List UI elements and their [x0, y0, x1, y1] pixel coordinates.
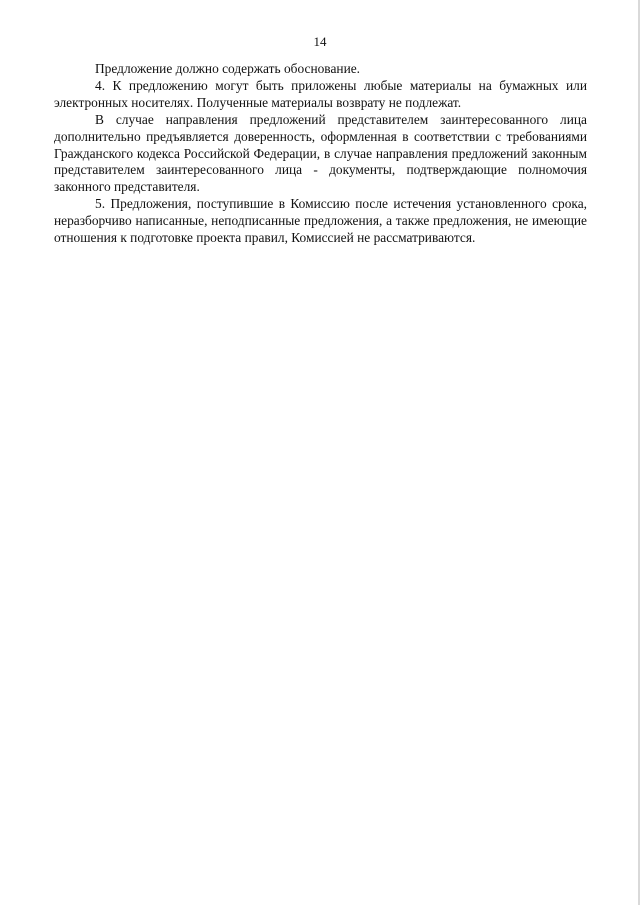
paragraph-rejected-proposals: 5. Предложения, поступившие в Комиссию после истечения установленного срока, неразборчиво написанные, неподписанные предложения, а также предложения, не имеющие отношения к подготовке проекта правил, Комиссией не рассматриваются.	[54, 196, 587, 246]
paragraph-representative-power-of-attorney: В случае направления предложений представителем заинтересованного лица дополнительно предъявляется доверенность, оформленная в соответствии с требованиями Гражданского кодекса Российской Федерации, в случае направления предложений законным представителем заинтересованного лица - документы, подтверждающие полномочия законного представителя.	[54, 111, 587, 195]
page-number: 14	[313, 34, 327, 49]
document-body	[54, 61, 587, 247]
paragraph-justification-requirement: Предложение должно содержать обоснование.	[95, 61, 361, 76]
paragraph-attached-materials: 4. К предложению могут быть приложены любые материалы на бумажных или электронных носителях. Полученные материалы возврату не подлежат.	[54, 77, 587, 110]
